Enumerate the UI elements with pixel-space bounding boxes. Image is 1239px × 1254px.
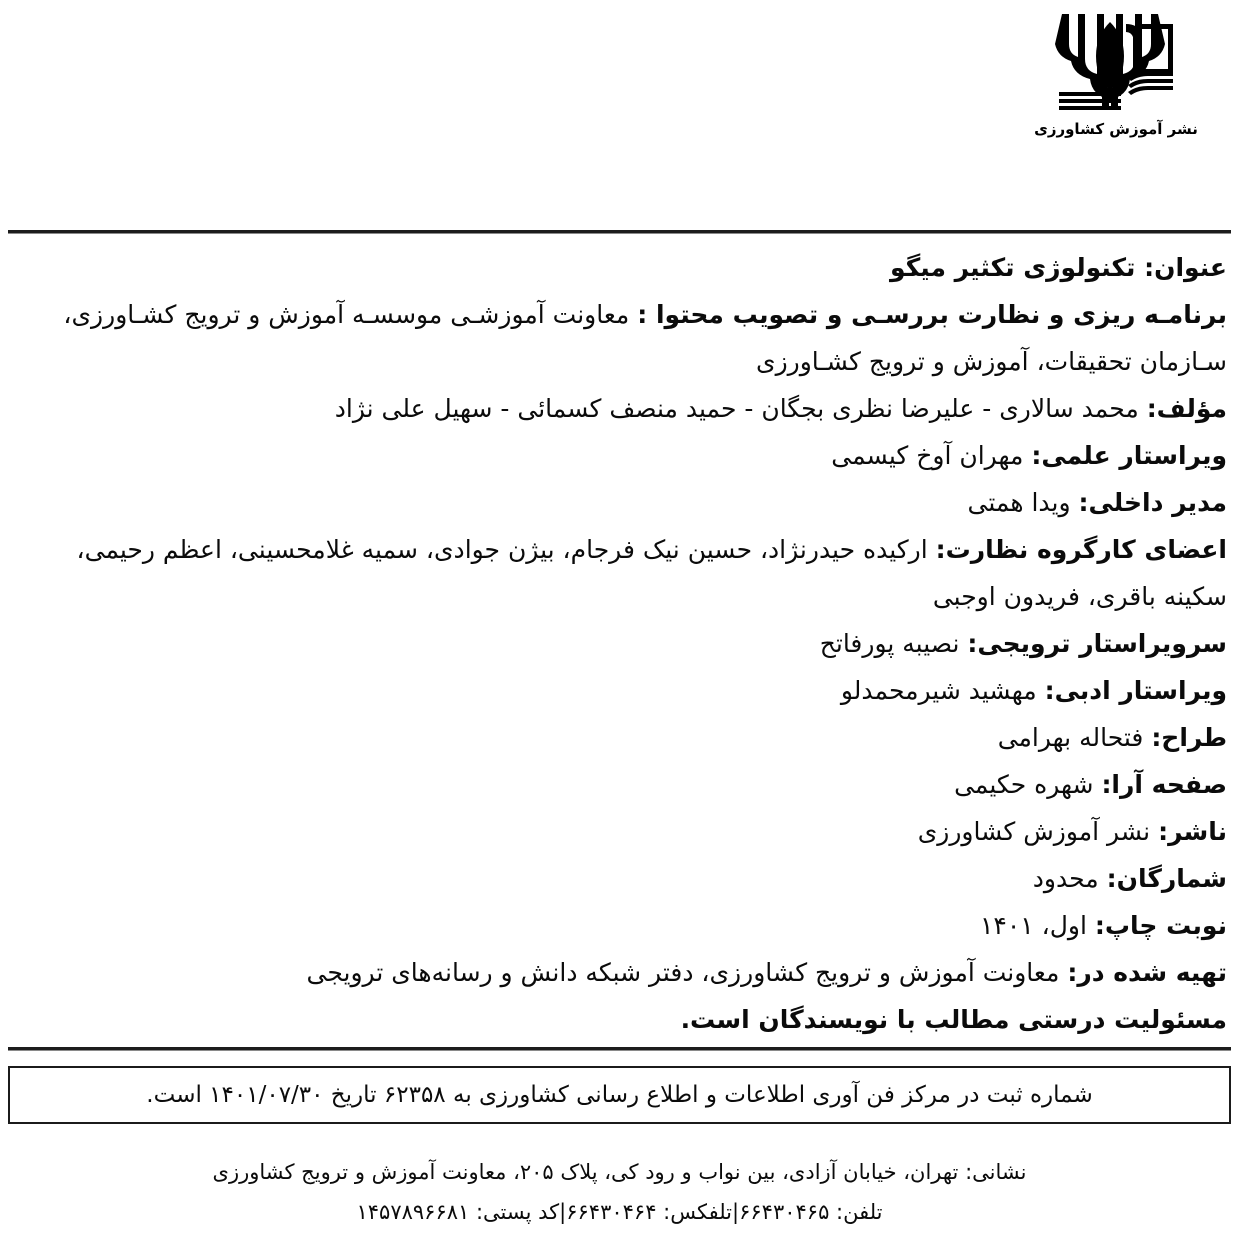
credit-label: اعضای کارگروه نظارت:	[935, 535, 1227, 564]
credit-label: مدیر داخلی:	[1078, 488, 1227, 517]
credit-value: اول، ۱۴۰۱	[979, 911, 1087, 940]
credit-label: تهیه شده در:	[1067, 958, 1227, 987]
credit-value: تکنولوژی تکثیر میگو	[890, 253, 1136, 282]
credit-value: محدود	[1032, 864, 1099, 893]
credit-label: مؤلف:	[1146, 394, 1227, 423]
credit-label: صفحه آرا:	[1101, 770, 1227, 799]
credit-value: مهشید شیرمحمدلو	[840, 676, 1037, 705]
credit-line-edition	[12, 902, 1227, 949]
registration-box	[8, 1066, 1231, 1124]
credits-block	[12, 244, 1227, 1043]
registration-text: شماره ثبت در مرکز فن آوری اطلاعات و اطلاع رسانی کشاورزی به ۶۲۳۵۸ تاریخ ۱۴۰۱/۰۷/۳۰ است.	[146, 1082, 1093, 1108]
credit-label: ناشر:	[1158, 817, 1227, 846]
credit-value: نصیبه پورفاتح	[819, 629, 960, 658]
credit-line-publisher	[12, 808, 1227, 855]
credit-value: فتحاله بهرامی	[997, 723, 1144, 752]
credit-value: ویدا همتی	[967, 488, 1071, 517]
credit-line-internal-manager	[12, 479, 1227, 526]
credit-label: شمارگان:	[1106, 864, 1227, 893]
credit-line-layout	[12, 761, 1227, 808]
credit-line-literary-editor	[12, 667, 1227, 714]
credit-line-disclaimer	[12, 996, 1227, 1043]
credit-line-scientific-editor	[12, 432, 1227, 479]
credit-label: سرویراستار ترویجی:	[967, 629, 1227, 658]
credit-value: نشر آموزش کشاورزی	[917, 817, 1151, 846]
credit-value: معاونت آموزش و ترویج کشاورزی، دفتر شبکه دانش و رسانه‌های ترویجی	[306, 958, 1060, 987]
credit-value: معاونت آموزشـی موسسـه آموزش و ترویج کشـاورزی، سـازمان تحقیقات، آموزش و ترویج کشـاورزی	[63, 300, 1227, 376]
credit-label: ویراستار علمی:	[1031, 441, 1227, 470]
credit-label: ویراستار ادبی:	[1044, 676, 1227, 705]
credit-line-designer	[12, 714, 1227, 761]
credit-line-print-run	[12, 855, 1227, 902]
credit-label: برنامـه ریزی و نظارت بررسـی و تصویب محتوا :	[637, 300, 1227, 329]
divider-bottom	[8, 1047, 1231, 1051]
credit-line-extension-chief-editor	[12, 620, 1227, 667]
credit-line-author	[12, 385, 1227, 432]
disclaimer-text: مسئولیت درستی مطالب با نویسندگان است.	[680, 1005, 1227, 1034]
wheat-book-emblem-icon	[1050, 6, 1182, 118]
credit-value: ارکیده حیدرنژاد، حسین نیک فرجام، بیژن جوادی، سمیه غلامحسینی، اعظم رحیمی، سکینه باقری، فریدون اوجبی	[76, 535, 1227, 611]
credit-value: مهران آوخ کیسمی	[831, 441, 1024, 470]
footer-address: نشانی: تهران، خیابان آزادی، بین نواب و رود کی، پلاک ۲۰۵، معاونت آموزش و ترویج کشاورزی	[212, 1160, 1027, 1184]
credit-label: طراح:	[1151, 723, 1227, 752]
credit-line-prepared-at	[12, 949, 1227, 996]
divider-top	[8, 230, 1231, 234]
credit-line-planning	[12, 291, 1227, 385]
credit-value: شهره حکیمی	[954, 770, 1094, 799]
credit-label: نوبت چاپ:	[1094, 911, 1227, 940]
publisher-logo	[1021, 6, 1211, 161]
credit-label: عنوان:	[1144, 253, 1227, 282]
publisher-logo-caption: نشر آموزش کشاورزی	[1034, 120, 1198, 138]
footer-contact: تلفن: ۶۶۴۳۰۴۶۵|تلفکس: ۶۶۴۳۰۴۶۴|کد پستی: ۱۴۵۷۸۹۶۶۸۱	[356, 1200, 883, 1224]
credit-line-supervision-group	[12, 526, 1227, 620]
credit-value: محمد سالاری - علیرضا نظری بجگان - حمید منصف کسمائی - سهیل علی نژاد	[334, 394, 1139, 423]
footer-block	[0, 1152, 1239, 1232]
credit-line-title	[12, 244, 1227, 291]
